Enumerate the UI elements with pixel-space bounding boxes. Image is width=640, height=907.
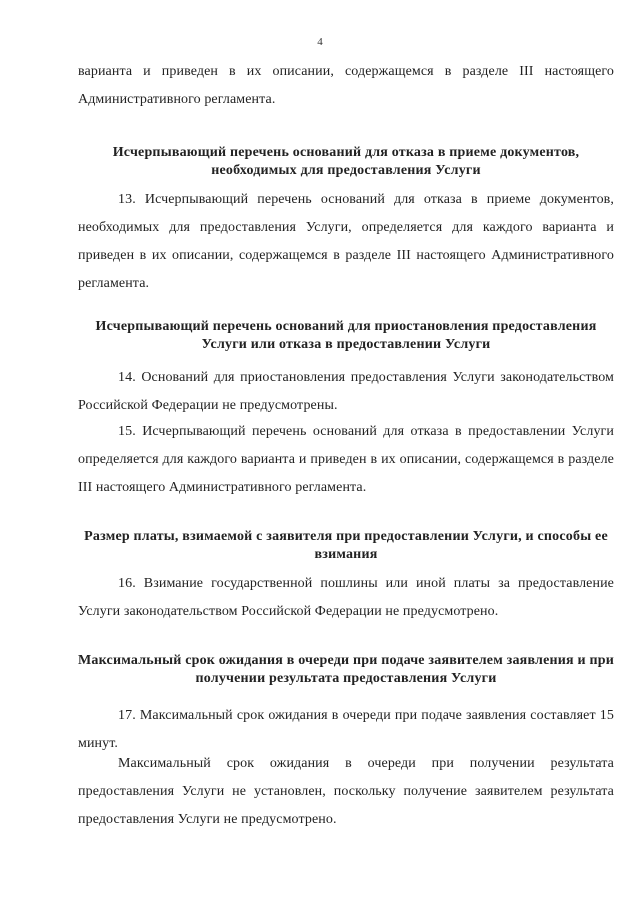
paragraph-17: 17. Максимальный срок ожидания в очереди при подаче заявления составляет 15 минут. [78, 708, 614, 751]
heading-fee: Размер платы, взимаемой с заявителя при предоставлении Услуги, и способы ее взимания [84, 529, 608, 562]
page-number: 4 [317, 36, 323, 48]
paragraph-continuation: варианта и приведен в их описании, содержащемся в разделе III настоящего Административного регламента. [78, 64, 614, 107]
heading-suspension-refusal: Исчерпывающий перечень оснований для приостановления предоставления Услуги или отказа в предоставлении Услуги [95, 319, 597, 352]
paragraph-17-second: Максимальный срок ожидания в очереди при получении результата предоставления Услуги не установлен, поскольку получение заявителем результата предоставления Услуги не предусмотрено. [78, 756, 614, 827]
heading-refusal-acceptance: Исчерпывающий перечень оснований для отказа в приеме документов, необходимых для предоставления Услуги [112, 145, 580, 178]
paragraph-14: 14. Оснований для приостановления предоставления Услуги законодательством Российской Федерации не предусмотрены. [78, 370, 614, 413]
paragraph-16: 16. Взимание государственной пошлины или иной платы за предоставление Услуги законодательством Российской Федерации не предусмотрено. [78, 576, 614, 619]
paragraph-15: 15. Исчерпывающий перечень оснований для отказа в предоставлении Услуги определяется для каждого варианта и приведен в их описании, содержащемся в разделе III настоящего Административного регламента. [78, 424, 614, 495]
paragraph-13: 13. Исчерпывающий перечень оснований для отказа в приеме документов, необходимых для предоставления Услуги, определяется для каждого варианта и приведен в их описании, содержащемся в разделе III настоящего Административного регламента. [78, 192, 614, 291]
heading-queue-time: Максимальный срок ожидания в очереди при подаче заявителем заявления и при получении результата предоставления Услуги [78, 653, 614, 686]
